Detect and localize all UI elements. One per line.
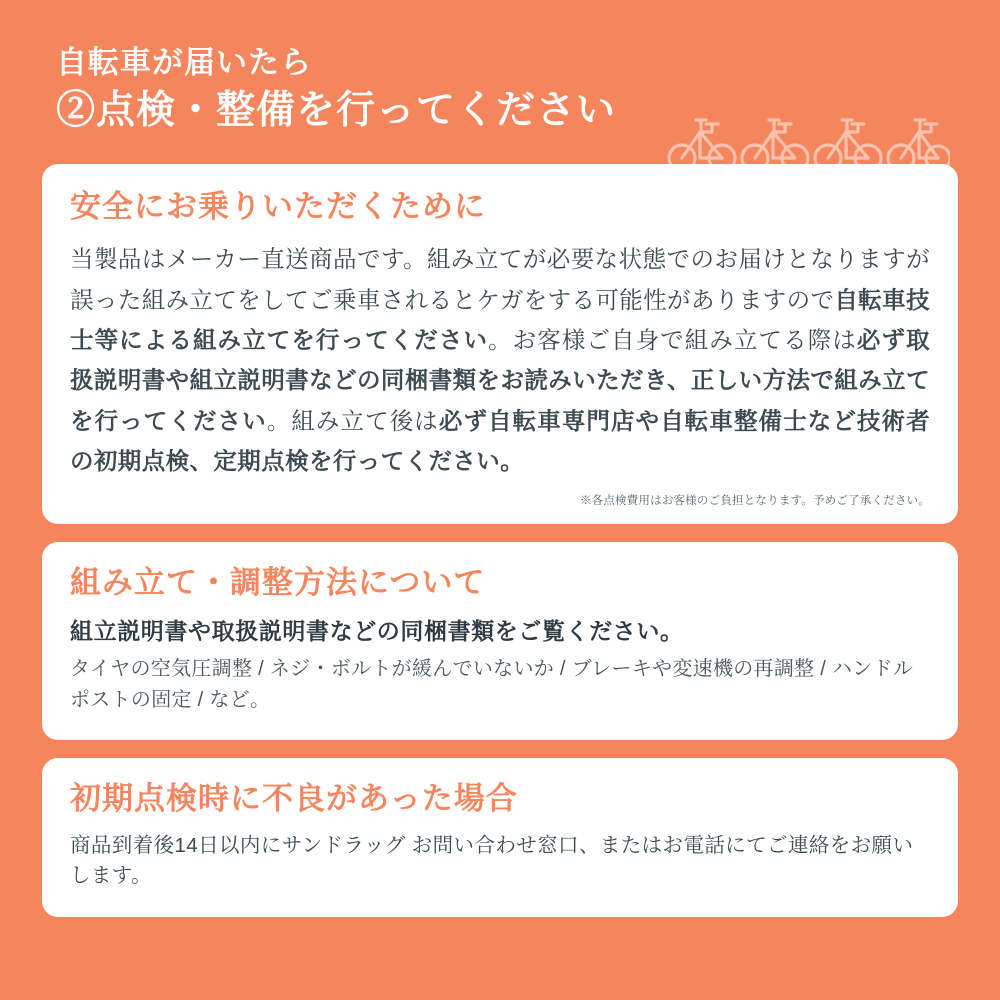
safety-card-title: 安全にお乗りいただくために	[70, 189, 486, 224]
assembly-card-strong: 組立説明書や取扱説明書などの同梱書類をご覧ください。	[70, 617, 684, 644]
assembly-card-list: タイヤの空気圧調整 / ネジ・ボルトが緩んでいないか / ブレーキや変速機の再調整 / ハンドルポストの固定 / など。	[70, 658, 914, 712]
assembly-card-title: 組み立て・調整方法について	[70, 564, 486, 600]
safety-body-mid-2: 。組み立て後は	[266, 407, 439, 434]
bicycle-icon	[660, 106, 950, 176]
safety-body-bold-2: 必ず取扱説明書や組立説明書などの同梱書類をお読みいただき、正しい方法で組み立てを行ってください	[70, 327, 931, 434]
safety-body-bold-3: 必ず自転車専門店や自転車整備士など技術者の初期点検、定期点検を行ってください。	[70, 407, 930, 475]
defect-card-title: 初期点検時に不良があった場合	[70, 781, 518, 817]
safety-body-mid-1: 。お客様ご自身で組み立てる際は	[488, 327, 857, 353]
safety-body-bold-1: 自転車技士等による組み立てを行ってください	[70, 286, 930, 353]
safety-card-note: ※各点検費用はお客様のご負担となります。予めご了承ください。	[579, 494, 930, 507]
assembly-card	[42, 542, 958, 741]
defect-card-body: 商品到着後14日以内にサンドラッグ お問い合わせ窓口、またはお電話にてご連絡をお願いします。	[70, 834, 914, 888]
defect-card	[42, 758, 958, 917]
safety-card-body	[70, 239, 930, 481]
safety-body-prefix: 当製品はメーカー直送商品です。組み立てが必要な状態でのお届けとなりますが誤った組み立てをしてご乗車されるとケガをする可能性がありますので	[70, 246, 930, 313]
safety-card	[42, 164, 958, 524]
header-line-1: 自転車が届いたら	[56, 45, 312, 80]
page-header	[42, 44, 958, 164]
header-line-2: ②点検・整備を行ってください	[56, 89, 617, 133]
